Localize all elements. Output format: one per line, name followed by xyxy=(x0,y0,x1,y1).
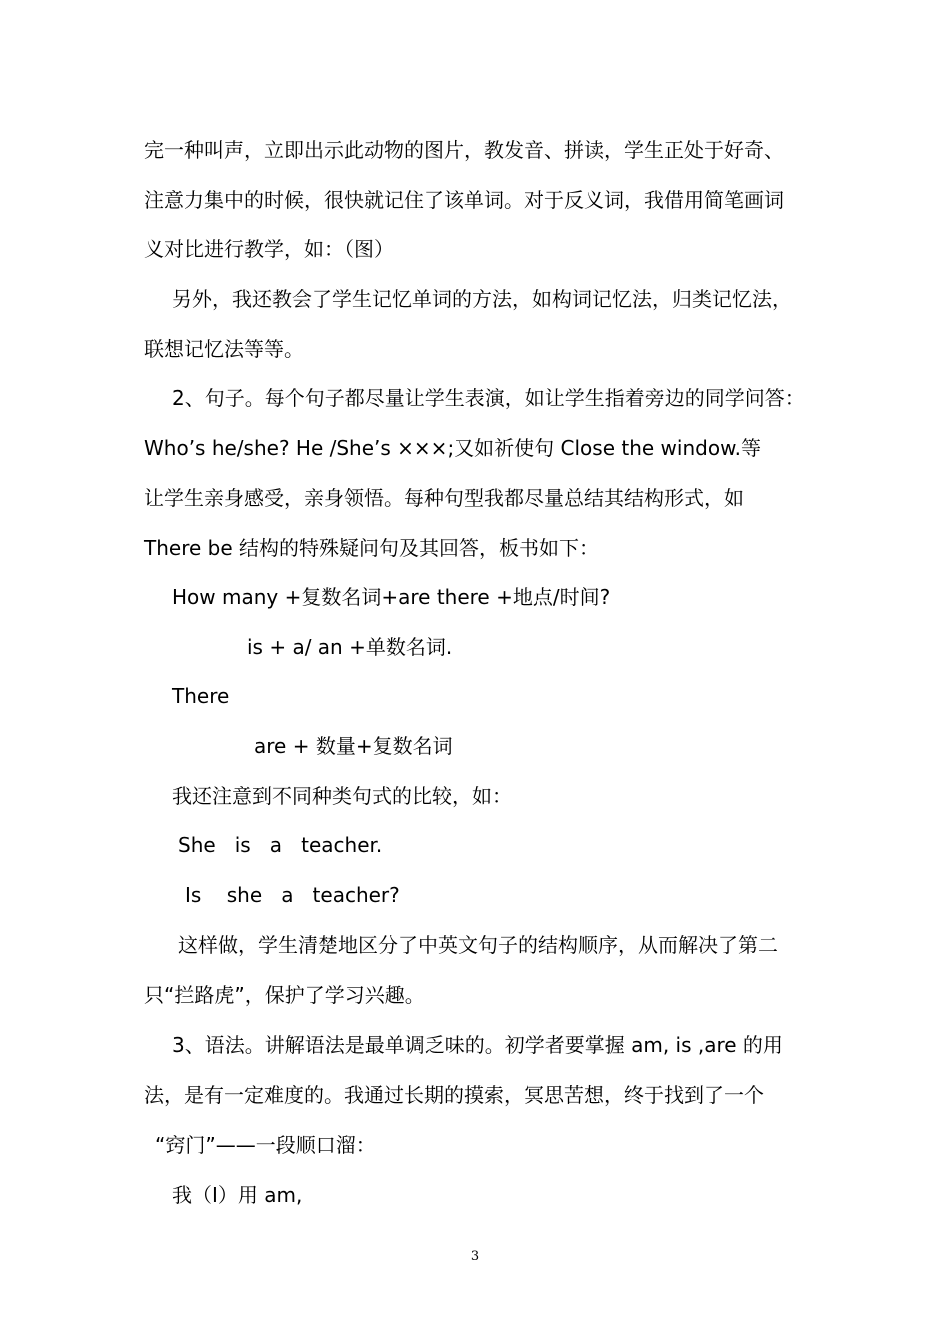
text-line: She is a teacher. xyxy=(178,833,383,857)
text-line: 这样做，学生清楚地区分了中英文句子的结构顺序，从而解决了第二 xyxy=(178,933,778,957)
text-line: 只“拦路虎”，保护了学习兴趣。 xyxy=(144,983,425,1007)
text-line: 法，是有一定难度的。我通过长期的摸索，冥思苦想，终于找到了一个 xyxy=(144,1083,764,1107)
text-line: 完一种叫声，立即出示此动物的图片，教发音、拼读，学生正处于好奇、 xyxy=(144,138,784,162)
text-line: is + a/ an +单数名词. xyxy=(247,635,453,659)
page-number: 3 xyxy=(470,1249,480,1264)
text-line: 3、语法。讲解语法是最单调乏味的。初学者要掌握 am, is ,are 的用 xyxy=(172,1033,783,1057)
text-line: 注意力集中的时候，很快就记住了该单词。对于反义词，我借用简笔画词 xyxy=(144,188,784,212)
text-line: 义对比进行教学，如：（图） xyxy=(144,237,394,261)
text-line: are + 数量+复数名词 xyxy=(254,734,453,758)
text-line: 我（I）用 am, xyxy=(172,1183,303,1207)
text-line: 2、句子。每个句子都尽量让学生表演，如让学生指着旁边的同学问答： xyxy=(172,386,805,410)
text-line: There xyxy=(172,684,230,708)
text-line: There be 结构的特殊疑问句及其回答，板书如下： xyxy=(144,536,599,560)
text-line: Who’s he/she? He /She’s ×××;又如祈使句 Close the window.等 xyxy=(144,436,761,460)
text-line: 联想记忆法等等。 xyxy=(144,337,304,361)
text-line: “窍门”——一段顺口溜： xyxy=(155,1133,376,1157)
text-line: 另外，我还教会了学生记忆单词的方法，如构词记忆法，归类记忆法， xyxy=(172,287,792,311)
text-line: Is she a teacher? xyxy=(185,883,400,907)
text-line: How many +复数名词+are there +地点/时间? xyxy=(172,585,611,609)
text-line: 我还注意到不同种类句式的比较，如： xyxy=(172,784,512,808)
text-line: 让学生亲身感受，亲身领悟。每种句型我都尽量总结其结构形式，如 xyxy=(144,486,744,510)
